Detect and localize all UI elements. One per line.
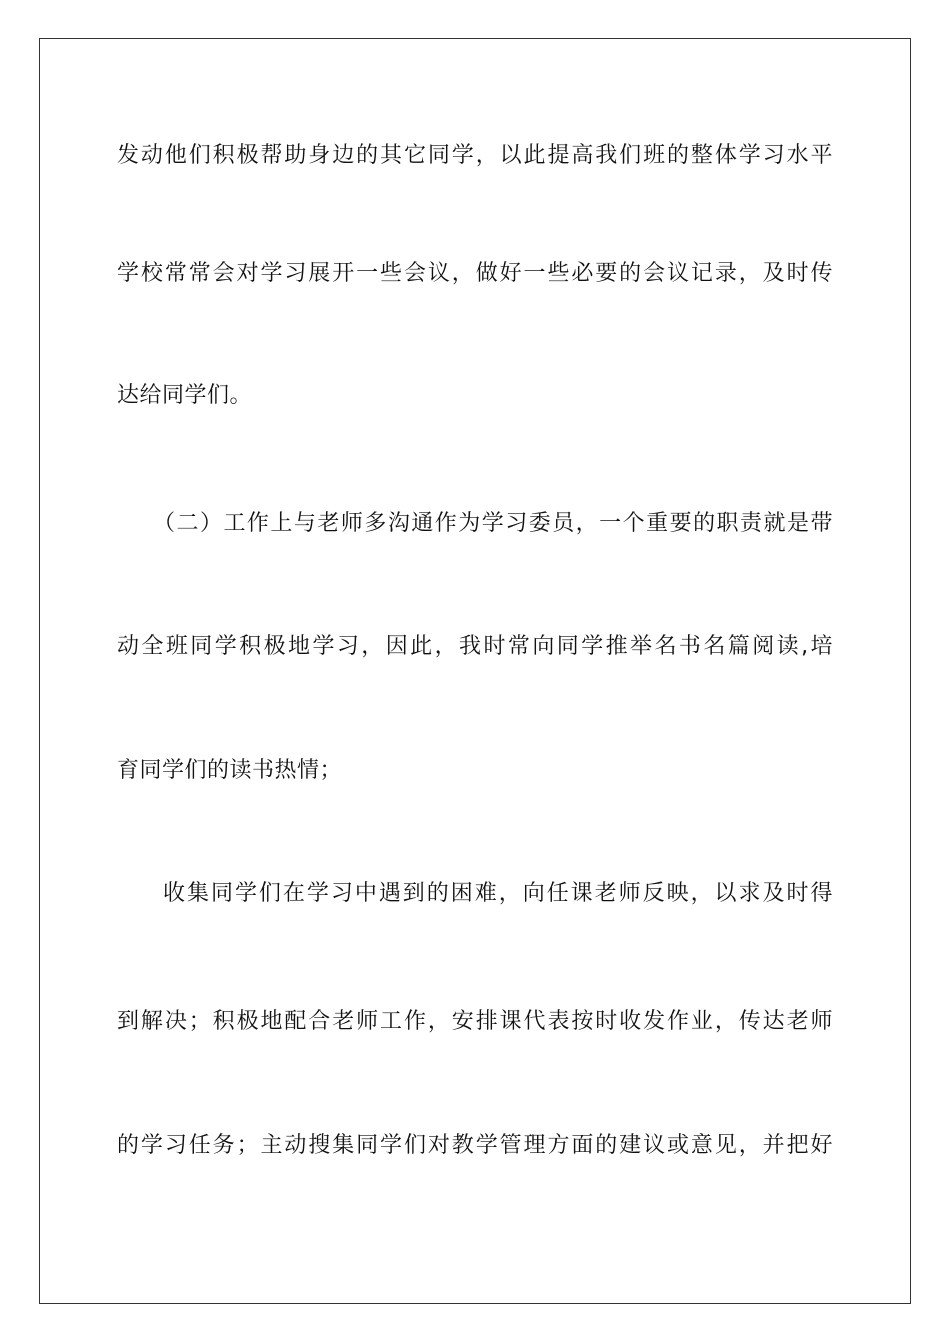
text-line: 的学习任务；主动搜集同学们对教学管理方面的建议或意见，并把好	[117, 1133, 833, 1158]
text-line: 育同学们的读书热情；	[117, 758, 343, 783]
text-line: 到解决；积极地配合老师工作，安排课代表按时收发作业，传达老师	[117, 1009, 833, 1034]
page-border	[39, 38, 911, 1304]
text-line: 达给同学们。	[117, 383, 253, 408]
paragraph-first-line: 收集同学们在学习中遇到的困难，向任课老师反映，以求及时得	[163, 881, 833, 906]
text-line: 动全班同学积极地学习，因此，我时常向同学推举名书名篇阅读,培	[117, 634, 833, 659]
text-line: 学校常常会对学习展开一些会议，做好一些必要的会议记录，及时传	[117, 261, 833, 286]
paragraph-first-line: （二）工作上与老师多沟通作为学习委员，一个重要的职责就是带	[153, 511, 833, 536]
text-line: 发动他们积极帮助身边的其它同学，以此提高我们班的整体学习水平	[117, 143, 833, 168]
